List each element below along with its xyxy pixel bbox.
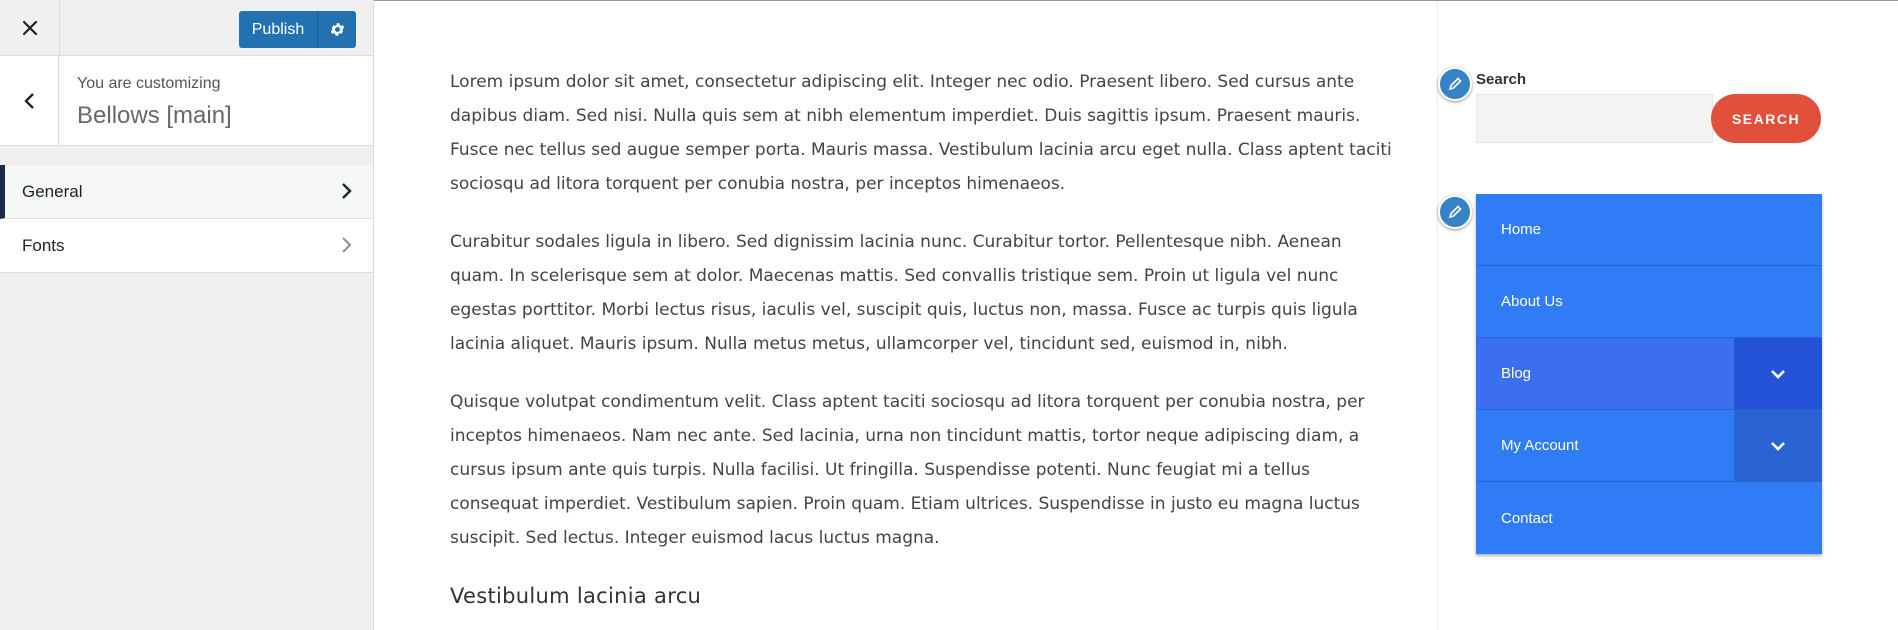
section-general[interactable] (0, 165, 373, 219)
customizing-title: Bellows [main] (77, 102, 232, 129)
menu-item-label: Blog (1501, 365, 1532, 382)
menu-item-about-us[interactable] (1476, 266, 1822, 338)
submenu-toggle-my-account[interactable] (1734, 410, 1822, 481)
customizer-info (0, 56, 373, 146)
publish-button[interactable]: Publish (239, 11, 317, 48)
content-heading: Vestibulum lacinia arcu (450, 584, 702, 608)
menu-item-home[interactable] (1476, 194, 1822, 266)
paragraph: Quisque volutpat condimentum velit. Class aptent taciti sociosqu ad litora torquent per conubia nostra, per inceptos himenaeos. Nam nec ante. Sed lacinia, urna non tincidunt mattis, tortor neque adipiscing diam, a cursus ipsum ante quis turpis. Nulla facilisi. Ut fringilla. Suspendisse potenti. Nunc feugiat mi a tellus consequat imperdiet. Vestibulum sapien. Proin quam. Etiam ultrices. Suspendisse in justo eu magna luctus suscipit. Sed lectus. Integer euismod lacus luctus magna. (450, 392, 1365, 548)
bellows-menu (1476, 194, 1822, 554)
edit-search-widget-button[interactable] (1438, 67, 1472, 101)
menu-item-contact[interactable] (1476, 482, 1822, 554)
gear-icon (329, 21, 346, 38)
chevron-down-icon (1770, 369, 1786, 379)
section-label: General (22, 181, 83, 201)
search-input[interactable] (1476, 94, 1713, 143)
search-button[interactable]: SEARCH (1711, 94, 1821, 143)
close-icon (22, 20, 38, 36)
chevron-right-icon (341, 182, 353, 200)
pencil-icon (1447, 204, 1463, 220)
menu-item-label: Contact (1501, 509, 1553, 527)
sidebar-divider (1437, 1, 1438, 630)
menu-item-label: My Account (1501, 437, 1579, 454)
post-content (450, 65, 1395, 613)
publish-settings-button[interactable] (317, 11, 356, 48)
edit-menu-widget-button[interactable] (1438, 195, 1472, 229)
paragraph: Lorem ipsum dolor sit amet, consectetur adipiscing elit. Integer nec odio. Praesent libero. Sed cursus ante dapibus diam. Sed nisi. Nulla quis sem at nibh elementum imperdiet. Duis sagittis ipsum. Praesent mauris. Fusce nec tellus sed augue semper porta. Mauris massa. Vestibulum lacinia arcu eget nulla. Class aptent taciti sociosqu ad litora torquent per conubia nostra, per inceptos himenaeos. (450, 72, 1392, 194)
customizing-label: You are customizing (77, 75, 221, 92)
paragraph: Curabitur sodales ligula in libero. Sed dignissim lacinia nunc. Curabitur tortor. Pellentesque nibh. Aenean quam. In scelerisque sem at dolor. Maecenas mattis. Sed convallis tristique sem. Proin ut ligula vel nunc egestas porttitor. Morbi lectus risus, iaculis vel, suscipit quis, luctus non, massa. Fusce ac turpis quis ligula lacinia aliquet. Mauris ipsum. Nulla metus metus, ullamcorper vel, tincidunt sed, euismod in, nibh. (450, 232, 1358, 354)
close-customizer-button[interactable] (0, 0, 60, 55)
back-button[interactable] (0, 56, 59, 145)
chevron-down-icon (1770, 441, 1786, 451)
chevron-left-icon (23, 92, 35, 110)
customizer-header (0, 0, 373, 56)
search-label: Search (1476, 71, 1527, 88)
customizer-sidebar (0, 0, 374, 630)
submenu-toggle-blog[interactable] (1734, 338, 1822, 409)
menu-item-blog[interactable] (1476, 338, 1822, 410)
menu-item-label: About Us (1501, 293, 1563, 310)
chevron-right-icon (341, 236, 353, 254)
pencil-icon (1447, 76, 1463, 92)
section-fonts[interactable] (0, 219, 373, 273)
menu-item-label: Home (1501, 221, 1542, 238)
menu-item-my-account[interactable] (1476, 410, 1822, 482)
publish-group (239, 11, 356, 48)
site-preview (374, 0, 1898, 630)
section-label: Fonts (22, 235, 65, 255)
